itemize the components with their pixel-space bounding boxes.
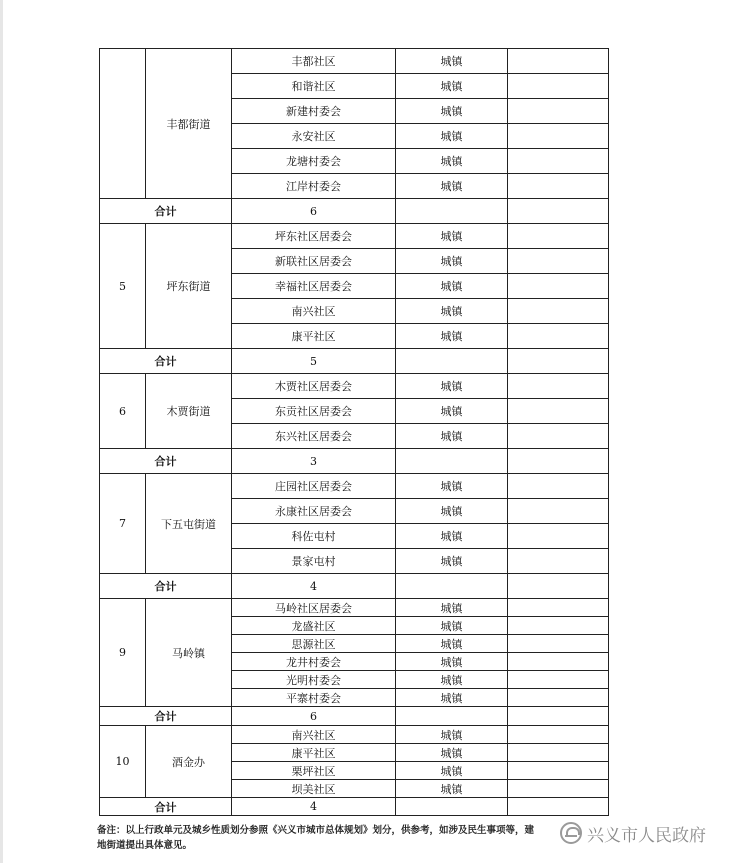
urban-rural-type-cell: 城镇 bbox=[396, 49, 508, 74]
unit-name-cell: 永安社区 bbox=[232, 124, 396, 149]
urban-rural-type-cell: 城镇 bbox=[396, 299, 508, 324]
table-row bbox=[100, 49, 609, 74]
table-row bbox=[100, 474, 609, 499]
empty-cell bbox=[508, 199, 609, 224]
urban-rural-type-cell: 城镇 bbox=[396, 689, 508, 707]
group-number-cell: 5 bbox=[100, 224, 146, 349]
empty-cell bbox=[508, 707, 609, 726]
group-number-cell bbox=[100, 49, 146, 199]
empty-cell bbox=[508, 99, 609, 124]
urban-rural-type-cell: 城镇 bbox=[396, 224, 508, 249]
unit-name-cell: 东贡社区居委会 bbox=[232, 399, 396, 424]
unit-name-cell: 和谐社区 bbox=[232, 74, 396, 99]
urban-rural-type-cell: 城镇 bbox=[396, 424, 508, 449]
empty-cell bbox=[396, 199, 508, 224]
empty-cell bbox=[508, 599, 609, 617]
total-row bbox=[100, 707, 609, 726]
unit-name-cell: 南兴社区 bbox=[232, 726, 396, 744]
empty-cell bbox=[508, 617, 609, 635]
unit-name-cell: 江岸村委会 bbox=[232, 174, 396, 199]
unit-name-cell: 康平社区 bbox=[232, 744, 396, 762]
empty-cell bbox=[508, 726, 609, 744]
district-name-cell: 酒金办 bbox=[146, 726, 232, 798]
unit-name-cell: 南兴社区 bbox=[232, 299, 396, 324]
empty-cell bbox=[508, 762, 609, 780]
watermark bbox=[560, 820, 710, 846]
unit-name-cell: 龙塘村委会 bbox=[232, 149, 396, 174]
total-count-cell: 6 bbox=[232, 199, 396, 224]
empty-cell bbox=[508, 224, 609, 249]
urban-rural-type-cell: 城镇 bbox=[396, 249, 508, 274]
group-number-cell: 9 bbox=[100, 599, 146, 707]
unit-name-cell: 庄园社区居委会 bbox=[232, 474, 396, 499]
total-row bbox=[100, 449, 609, 474]
urban-rural-type-cell: 城镇 bbox=[396, 274, 508, 299]
admin-unit-table bbox=[99, 48, 609, 816]
footnote-line-2: 地街道提出具体意见。 bbox=[97, 840, 193, 851]
urban-rural-type-cell: 城镇 bbox=[396, 744, 508, 762]
total-label-cell: 合计 bbox=[100, 707, 232, 726]
unit-name-cell: 景家屯村 bbox=[232, 549, 396, 574]
district-name-cell: 丰都街道 bbox=[146, 49, 232, 199]
urban-rural-type-cell: 城镇 bbox=[396, 99, 508, 124]
unit-name-cell: 丰都社区 bbox=[232, 49, 396, 74]
empty-cell bbox=[508, 74, 609, 99]
table-row bbox=[100, 374, 609, 399]
empty-cell bbox=[508, 524, 609, 549]
unit-name-cell: 坝美社区 bbox=[232, 780, 396, 798]
empty-cell bbox=[508, 299, 609, 324]
total-label-cell: 合计 bbox=[100, 199, 232, 224]
urban-rural-type-cell: 城镇 bbox=[396, 549, 508, 574]
empty-cell bbox=[508, 424, 609, 449]
empty-cell bbox=[508, 124, 609, 149]
urban-rural-type-cell: 城镇 bbox=[396, 762, 508, 780]
empty-cell bbox=[508, 635, 609, 653]
empty-cell bbox=[508, 374, 609, 399]
unit-name-cell: 木贾社区居委会 bbox=[232, 374, 396, 399]
group-number-cell: 10 bbox=[100, 726, 146, 798]
total-label-cell: 合计 bbox=[100, 449, 232, 474]
urban-rural-type-cell: 城镇 bbox=[396, 653, 508, 671]
urban-rural-type-cell: 城镇 bbox=[396, 617, 508, 635]
total-count-cell: 4 bbox=[232, 574, 396, 599]
unit-name-cell: 东兴社区居委会 bbox=[232, 424, 396, 449]
unit-name-cell: 平寨村委会 bbox=[232, 689, 396, 707]
unit-name-cell: 新建村委会 bbox=[232, 99, 396, 124]
total-row bbox=[100, 798, 609, 816]
district-name-cell: 马岭镇 bbox=[146, 599, 232, 707]
empty-cell bbox=[396, 349, 508, 374]
urban-rural-type-cell: 城镇 bbox=[396, 726, 508, 744]
table-row bbox=[100, 599, 609, 617]
district-name-cell: 木贾街道 bbox=[146, 374, 232, 449]
district-name-cell: 坪东街道 bbox=[146, 224, 232, 349]
empty-cell bbox=[508, 780, 609, 798]
empty-cell bbox=[508, 449, 609, 474]
group-number-cell: 7 bbox=[100, 474, 146, 574]
unit-name-cell: 新联社区居委会 bbox=[232, 249, 396, 274]
unit-name-cell: 光明村委会 bbox=[232, 671, 396, 689]
table-row bbox=[100, 224, 609, 249]
urban-rural-type-cell: 城镇 bbox=[396, 74, 508, 99]
total-row bbox=[100, 574, 609, 599]
unit-name-cell: 幸福社区居委会 bbox=[232, 274, 396, 299]
empty-cell bbox=[508, 349, 609, 374]
urban-rural-type-cell: 城镇 bbox=[396, 599, 508, 617]
unit-name-cell: 马岭社区居委会 bbox=[232, 599, 396, 617]
page-edge bbox=[0, 0, 3, 863]
empty-cell bbox=[508, 499, 609, 524]
unit-name-cell: 龙盛社区 bbox=[232, 617, 396, 635]
empty-cell bbox=[396, 707, 508, 726]
total-row bbox=[100, 199, 609, 224]
empty-cell bbox=[396, 574, 508, 599]
urban-rural-type-cell: 城镇 bbox=[396, 124, 508, 149]
total-count-cell: 3 bbox=[232, 449, 396, 474]
empty-cell bbox=[508, 744, 609, 762]
empty-cell bbox=[508, 574, 609, 599]
empty-cell bbox=[508, 399, 609, 424]
empty-cell bbox=[508, 474, 609, 499]
empty-cell bbox=[508, 149, 609, 174]
unit-name-cell: 科佐屯村 bbox=[232, 524, 396, 549]
empty-cell bbox=[508, 249, 609, 274]
empty-cell bbox=[508, 798, 609, 816]
government-emblem-icon bbox=[560, 822, 582, 844]
empty-cell bbox=[508, 671, 609, 689]
group-number-cell: 6 bbox=[100, 374, 146, 449]
total-count-cell: 4 bbox=[232, 798, 396, 816]
total-row bbox=[100, 349, 609, 374]
total-label-cell: 合计 bbox=[100, 349, 232, 374]
urban-rural-type-cell: 城镇 bbox=[396, 474, 508, 499]
empty-cell bbox=[508, 549, 609, 574]
empty-cell bbox=[508, 174, 609, 199]
urban-rural-type-cell: 城镇 bbox=[396, 149, 508, 174]
unit-name-cell: 坪东社区居委会 bbox=[232, 224, 396, 249]
empty-cell bbox=[396, 449, 508, 474]
total-count-cell: 6 bbox=[232, 707, 396, 726]
district-name-cell: 下五屯街道 bbox=[146, 474, 232, 574]
unit-name-cell: 思源社区 bbox=[232, 635, 396, 653]
urban-rural-type-cell: 城镇 bbox=[396, 780, 508, 798]
unit-name-cell: 龙井村委会 bbox=[232, 653, 396, 671]
empty-cell bbox=[508, 689, 609, 707]
total-label-cell: 合计 bbox=[100, 574, 232, 599]
unit-name-cell: 栗坪社区 bbox=[232, 762, 396, 780]
footnote-line-1: 备注：以上行政单元及城乡性质划分参照《兴义市城市总体规划》划分，供参考，如涉及民生事项等，建 bbox=[97, 825, 535, 836]
unit-name-cell: 永康社区居委会 bbox=[232, 499, 396, 524]
empty-cell bbox=[508, 653, 609, 671]
urban-rural-type-cell: 城镇 bbox=[396, 399, 508, 424]
urban-rural-type-cell: 城镇 bbox=[396, 174, 508, 199]
table-row bbox=[100, 726, 609, 744]
urban-rural-type-cell: 城镇 bbox=[396, 524, 508, 549]
empty-cell bbox=[396, 798, 508, 816]
urban-rural-type-cell: 城镇 bbox=[396, 635, 508, 653]
unit-name-cell: 康平社区 bbox=[232, 324, 396, 349]
urban-rural-type-cell: 城镇 bbox=[396, 499, 508, 524]
empty-cell bbox=[508, 274, 609, 299]
urban-rural-type-cell: 城镇 bbox=[396, 324, 508, 349]
urban-rural-type-cell: 城镇 bbox=[396, 374, 508, 399]
total-label-cell: 合计 bbox=[100, 798, 232, 816]
watermark-text: 兴义市人民政府 bbox=[587, 825, 706, 846]
empty-cell bbox=[508, 49, 609, 74]
urban-rural-type-cell: 城镇 bbox=[396, 671, 508, 689]
total-count-cell: 5 bbox=[232, 349, 396, 374]
empty-cell bbox=[508, 324, 609, 349]
